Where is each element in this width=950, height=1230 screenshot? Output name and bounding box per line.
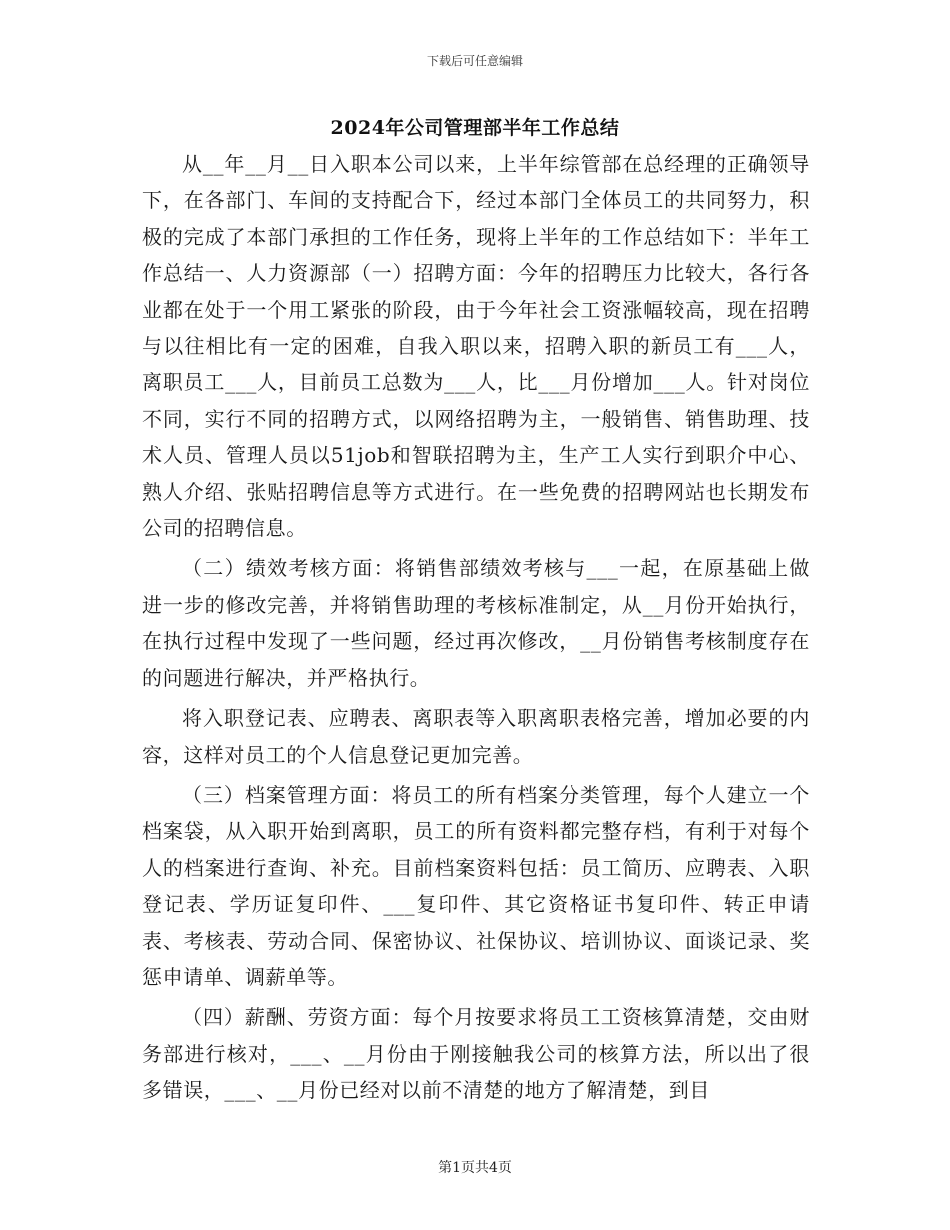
- document-body: [142, 146, 810, 1113]
- paragraph-archive-management: （三）档案管理方面：将员工的所有档案分类管理，每个人建立一个档案袋，从入职开始到离职，员工的所有资料都完整存档，有利于对每个人的档案进行查询、补充。目前档案资料包括：员工简历、应聘表、入职登记表、学历证复印件、___复印件、其它资格证书复印件、转正申请表、考核表、劳动合同、保密协议、社保协议、培训协议、面谈记录、奖惩申请单、调薪单等。: [142, 782, 810, 989]
- paragraph-intro-recruitment: 从__年__月__日入职本公司以来，上半年综管部在总经理的正确领导下，在各部门、车间的支持配合下，经过本部门全体员工的共同努力，积极的完成了本部门承担的工作任务，现将上半年的工作总结如下：半年工作总结一、人力资源部（一）招聘方面：今年的招聘压力比较大，各行各业都在处于一个用工紧张的阶段，由于今年社会工资涨幅较高，现在招聘与以往相比有一定的困难，自我入职以来，招聘入职的新员工有___人，离职员工___人，目前员工总数为___人，比___月份增加___人。针对岗位不同，实行不同的招聘方式，以网络招聘为主，一般销售、销售助理、技术人员、管理人员以51job和智联招聘为主，生产工人实行到职介中心、熟人介绍、张贴招聘信息等方式进行。在一些免费的招聘网站也长期发布公司的招聘信息。: [142, 152, 810, 541]
- paragraph-performance-review: （二）绩效考核方面：将销售部绩效考核与___一起，在原基础上做进一步的修改完善，并将销售助理的考核标准制定，从__月份开始执行，在执行过程中发现了一些问题，经过再次修改，__月份销售考核制度存在的问题进行解决，并严格执行。: [142, 556, 810, 690]
- paragraph-forms-improvement: 将入职登记表、应聘表、离职表等入职离职表格完善，增加必要的内容，这样对员工的个人信息登记更加完善。: [142, 706, 810, 767]
- paragraph-payroll: （四）薪酬、劳资方面：每个月按要求将员工工资核算清楚，交由财务部进行核对，___、__月份由于刚接触我公司的核算方法，所以出了很多错误，___、__月份已经对以前不清楚的地方了解清楚，到目: [142, 1005, 810, 1103]
- document-title: 2024年公司管理部半年工作总结: [330, 117, 620, 139]
- page-number-footer: 第1页共4页: [438, 1160, 512, 1176]
- page-header-note: 下载后可任意编辑: [426, 54, 523, 68]
